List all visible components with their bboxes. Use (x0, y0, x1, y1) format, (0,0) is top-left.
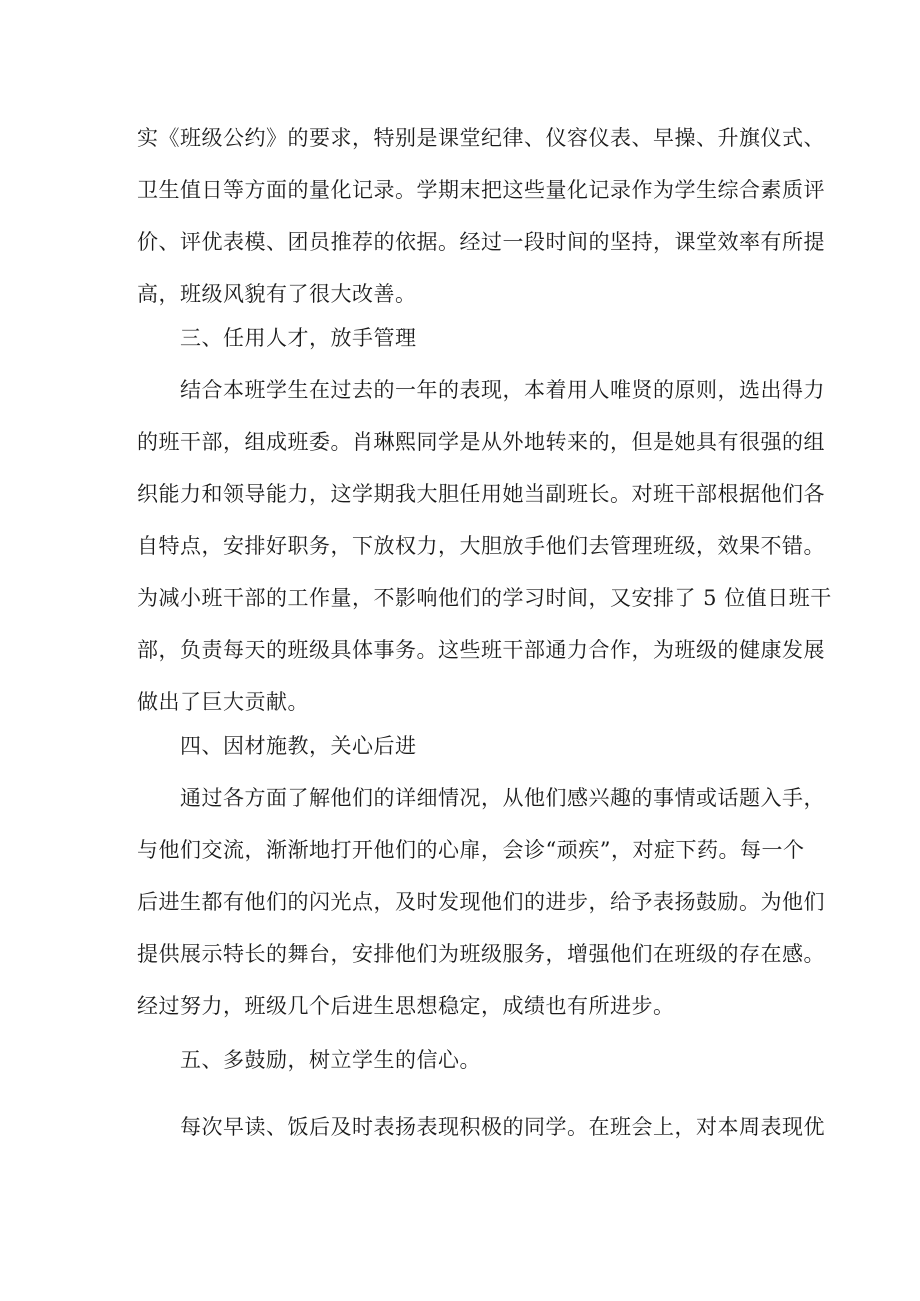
paragraph-line: 高，班级风貌有了很大改善。 (137, 282, 417, 306)
paragraph-line: 织能力和领导能力，这学期我大胆任用她当副班长。对班干部根据他们各 (137, 482, 825, 506)
paragraph-line: 每次早读、饭后及时表扬表现积极的同学。在班会上，对本周表现优 (180, 1115, 825, 1139)
paragraph-line: 经过努力，班级几个后进生思想稳定，成绩也有所进步。 (137, 994, 675, 1018)
paragraph-line: 实《班级公约》的要求，特别是课堂纪律、仪容仪表、早操、升旗仪式、 (137, 126, 825, 150)
paragraph-line: 通过各方面了解他们的详细情况，从他们感兴趣的事情或话题入手， (180, 786, 825, 810)
section-heading-4: 四、因材施教，关心后进 (180, 734, 417, 758)
section-heading-3: 三、任用人才，放手管理 (180, 326, 417, 350)
paragraph-line: 做出了巨大贡献。 (137, 690, 309, 714)
paragraph-line: 卫生值日等方面的量化记录。学期末把这些量化记录作为学生综合素质评 (137, 178, 825, 202)
paragraph-line: 提供展示特长的舞台，安排他们为班级服务，增强他们在班级的存在感。 (137, 942, 825, 966)
paragraph-line: 为减小班干部的工作量，不影响他们的学习时间，又安排了 5 位值日班干 (137, 586, 832, 610)
paragraph-line: 与他们交流，渐渐地打开他们的心扉，会诊“顽疾”，对症下药。每一个 (137, 838, 805, 862)
paragraph-line: 后进生都有他们的闪光点，及时发现他们的进步，给予表扬鼓励。为他们 (137, 890, 825, 914)
paragraph-line: 价、评优表模、团员推荐的依据。经过一段时间的坚持，课堂效率有所提 (137, 230, 825, 254)
paragraph-line: 的班干部，组成班委。肖琳熙同学是从外地转来的，但是她具有很强的组 (137, 430, 825, 454)
section-heading-5: 五、多鼓励，树立学生的信心。 (180, 1048, 481, 1072)
paragraph-line: 自特点，安排好职务，下放权力，大胆放手他们去管理班级，效果不错。 (137, 534, 825, 558)
paragraph-line: 结合本班学生在过去的一年的表现，本着用人唯贤的原则，选出得力 (180, 378, 825, 402)
paragraph-line: 部，负责每天的班级具体事务。这些班干部通力合作，为班级的健康发展 (137, 638, 825, 662)
